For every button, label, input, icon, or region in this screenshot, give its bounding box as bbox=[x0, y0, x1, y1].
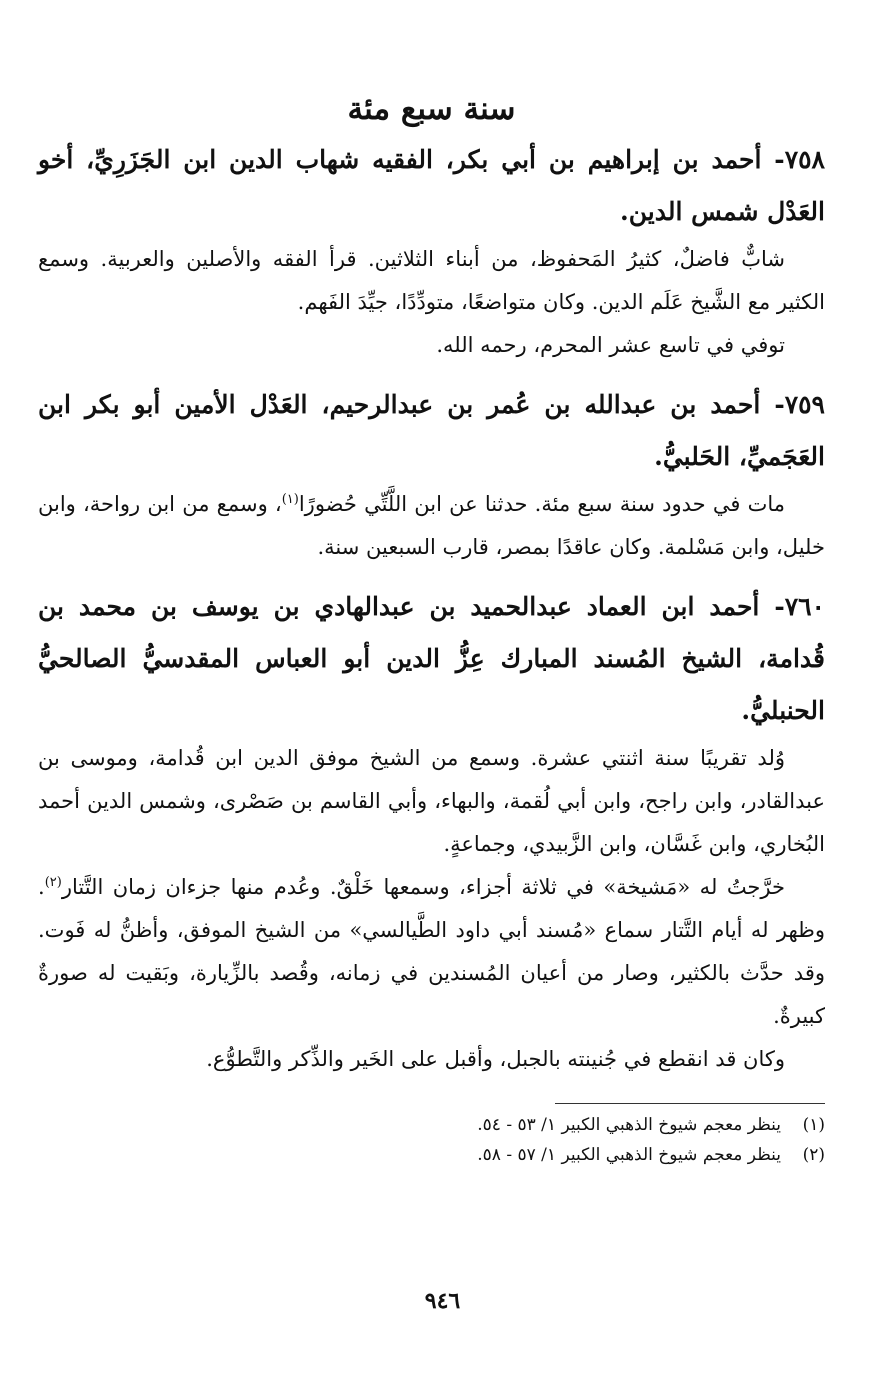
paragraph-text: . وظهر له أيام التَّتار سماع «مُسند أبي داود الطَّيالسي» من الشيخ الموفق، وأظنُّ له فَوت. وقد حدَّث بالكثير، وصار من أعيان المُسندين في زمانه، وقُصد بالزِّيارة، وبَقيت له صورةٌ كبيرةٌ. bbox=[38, 875, 825, 1028]
footnote-reference[interactable]: (٢) bbox=[44, 875, 62, 890]
entry-paragraph bbox=[38, 866, 825, 1038]
paragraph-text: ، وسمع من ابن رواحة، وابن خليل، وابن مَسْلمة. وكان عاقدًا بمصر، قارب السبعين سنة. bbox=[38, 492, 825, 559]
entry-heading: ٧٦٠- أحمد ابن العماد عبدالحميد بن عبدالهادي بن يوسف بن محمد بن قُدامة، الشيخ المُسند المبارك عِزُّ الدين أبو العباس المقدسيُّ الصالحيُّ الحنبليُّ. bbox=[38, 592, 825, 725]
entry-paragraph: شابٌّ فاضلٌ، كثيرُ المَحفوظ، من أبناء الثلاثين. قرأ الفقه والأصلين والعربية. وسمع الكثير مع الشَّيخ عَلَم الدين. وكان متواضعًا، متودِّدًا، جيِّدَ الفَهم. bbox=[38, 247, 825, 314]
footnote-number: (٢) bbox=[802, 1145, 825, 1165]
entry-paragraph: وُلد تقريبًا سنة اثنتي عشرة. وسمع من الشيخ موفق الدين ابن قُدامة، وموسى بن عبدالقادر، وابن راجح، وابن أبي لُقمة، والبهاء، وأبي القاسم بن صَصْرى، وشمس الدين أحمد البُخاري، وابن غَسَّان، وابن الزَّبيدي، وجماعةٍ. bbox=[38, 746, 825, 856]
footnote-divider bbox=[555, 1103, 825, 1104]
section-title: سنة سبع مئة bbox=[347, 91, 516, 127]
footnote-text: ينظر معجم شيوخ الذهبي الكبير ١/ ٥٧ - ٥٨. bbox=[477, 1145, 781, 1165]
paragraph-text: مات في حدود سنة سبع مئة. حدثنا عن ابن اللَّتِّي حُضورًا bbox=[298, 492, 785, 516]
entry-paragraph: توفي في تاسع عشر المحرم، رحمه الله. bbox=[436, 333, 785, 357]
footnote-number: (١) bbox=[802, 1115, 825, 1135]
biography-entry-760 bbox=[38, 581, 825, 1081]
footnote bbox=[38, 1110, 825, 1140]
footnote bbox=[38, 1140, 825, 1170]
biography-entry-758 bbox=[38, 134, 825, 367]
biography-entry-759 bbox=[38, 379, 825, 569]
footnotes bbox=[38, 1110, 825, 1170]
paragraph-text: خرَّجتُ له «مَشيخة» في ثلاثة أجزاء، وسمعها خَلْقٌ. وعُدم منها جزءان زمان التَّتار bbox=[61, 875, 785, 899]
entry-heading: ٧٥٩- أحمد بن عبدالله بن عُمر بن عبدالرحيم، العَدْل الأمين أبو بكر ابن العَجَميِّ، الحَلبيُّ. bbox=[38, 390, 825, 471]
page-number: ٩٤٦ bbox=[424, 1288, 461, 1314]
footnote-text: ينظر معجم شيوخ الذهبي الكبير ١/ ٥٣ - ٥٤. bbox=[477, 1115, 781, 1135]
entry-paragraph: وكان قد انقطع في جُنينته بالجبل، وأقبل على الخَير والذِّكر والتَّطوُّع. bbox=[206, 1047, 785, 1071]
entry-heading: ٧٥٨- أحمد بن إبراهيم بن أبي بكر، الفقيه شهاب الدين ابن الجَزَرِيِّ، أخو العَدْل شمس الدين. bbox=[38, 145, 825, 226]
entry-paragraph bbox=[38, 483, 825, 569]
footnote-reference[interactable]: (١) bbox=[281, 492, 299, 507]
